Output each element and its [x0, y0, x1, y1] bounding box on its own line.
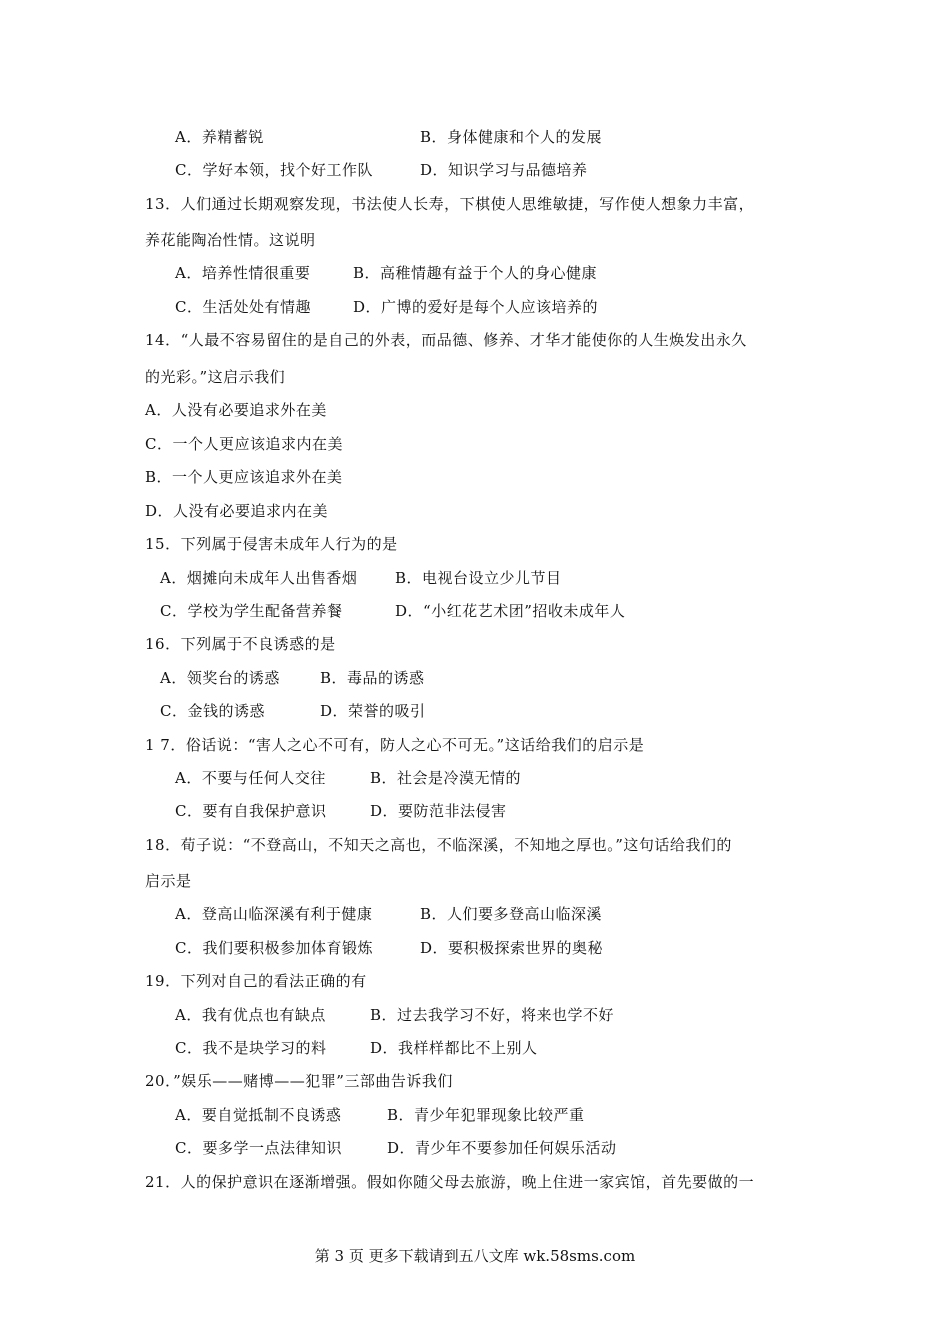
- option-20a: A．要自觉抵制不良诱惑: [175, 1106, 342, 1124]
- option-15d: D．“小红花艺术团”招收未成年人: [395, 602, 626, 620]
- option-19d: D．我样样都比不上别人: [370, 1039, 538, 1057]
- option-14c: C．一个人更应该追求内在美: [145, 435, 343, 453]
- option-12b: B．身体健康和个人的发展: [420, 128, 603, 146]
- question-20-stem: 20．”娱乐——赌博——犯罪”三部曲告诉我们: [145, 1072, 453, 1090]
- option-13b: B．高稚情趣有益于个人的身心健康: [353, 264, 598, 282]
- option-12a: A．养精蓄锐: [175, 128, 264, 146]
- page-footer: 第 3 页 更多下载请到五八文库 wk.58sms.com: [314, 1247, 636, 1265]
- option-15a: A．烟摊向未成年人出售香烟: [160, 569, 358, 587]
- option-19b: B．过去我学习不好，将来也学不好: [370, 1006, 615, 1024]
- option-17d: D．要防范非法侵害: [370, 802, 507, 820]
- option-13a: A．培养性情很重要: [175, 264, 311, 282]
- option-17b: B．社会是冷漠无情的: [370, 769, 522, 787]
- option-16a: A．领奖台的诱惑: [160, 669, 280, 687]
- option-18c: C．我们要积极参加体育锻炼: [175, 939, 373, 957]
- option-17c: C．要有自我保护意识: [175, 802, 327, 820]
- question-15-stem: 15．下列属于侵害未成年人行为的是: [145, 535, 398, 553]
- option-14d: D．人没有必要追求内在美: [145, 502, 329, 520]
- question-18-stem: 18．荀子说：“不登高山，不知天之高也，不临深溪，不知地之厚也。”这句话给我们的: [145, 836, 732, 854]
- option-14b: B．一个人更应该追求外在美: [145, 468, 343, 486]
- option-18a: A．登高山临深溪有利于健康: [175, 905, 373, 923]
- question-13-stem-cont: 养花能陶冶性情。这说明: [145, 231, 316, 249]
- option-13d: D．广博的爱好是每个人应该培养的: [353, 298, 599, 316]
- option-20c: C．要多学一点法律知识: [175, 1139, 342, 1157]
- option-17a: A．不要与任何人交往: [175, 769, 326, 787]
- option-19c: C．我不是块学习的料: [175, 1039, 327, 1057]
- option-19a: A．我有优点也有缺点: [175, 1006, 326, 1024]
- option-12d: D．知识学习与品德培养: [420, 161, 588, 179]
- question-16-stem: 16．下列属于不良诱惑的是: [145, 635, 336, 653]
- option-18d: D．要积极探索世界的奥秘: [420, 939, 604, 957]
- option-15c: C．学校为学生配备营养餐: [160, 602, 343, 620]
- question-17-stem: 1 7．俗话说：“害人之心不可有，防人之心不可无。”这话给我们的启示是: [145, 736, 645, 754]
- option-14a: A．人没有必要追求外在美: [145, 401, 327, 419]
- option-20d: D．青少年不要参加任何娱乐活动: [387, 1139, 617, 1157]
- question-14-stem: 14．“人最不容易留住的是自己的外表，而品德、修养、才华才能使你的人生焕发出永久: [145, 331, 747, 349]
- question-21-stem: 21．人的保护意识在逐渐增强。假如你随父母去旅游，晚上住进一家宾馆，首先要做的一: [145, 1173, 755, 1191]
- option-16b: B．毒品的诱惑: [320, 669, 425, 687]
- option-15b: B．电视台设立少儿节目: [395, 569, 562, 587]
- option-20b: B．青少年犯罪现象比较严重: [387, 1106, 585, 1124]
- option-18b: B．人们要多登高山临深溪: [420, 905, 603, 923]
- question-14-stem-cont: 的光彩。”这启示我们: [145, 368, 286, 386]
- option-12c: C．学好本领，找个好工作队: [175, 161, 373, 179]
- option-16c: C．金钱的诱惑: [160, 702, 265, 720]
- option-13c: C．生活处处有情趣: [175, 298, 311, 316]
- question-19-stem: 19．下列对自己的看法正确的有: [145, 972, 367, 990]
- question-13-stem: 13．人们通过长期观察发现，书法使人长寿，下棋使人思维敏捷，写作使人想象力丰富，: [145, 195, 755, 213]
- option-16d: D．荣誉的吸引: [320, 702, 426, 720]
- question-18-stem-cont: 启示是: [145, 872, 192, 890]
